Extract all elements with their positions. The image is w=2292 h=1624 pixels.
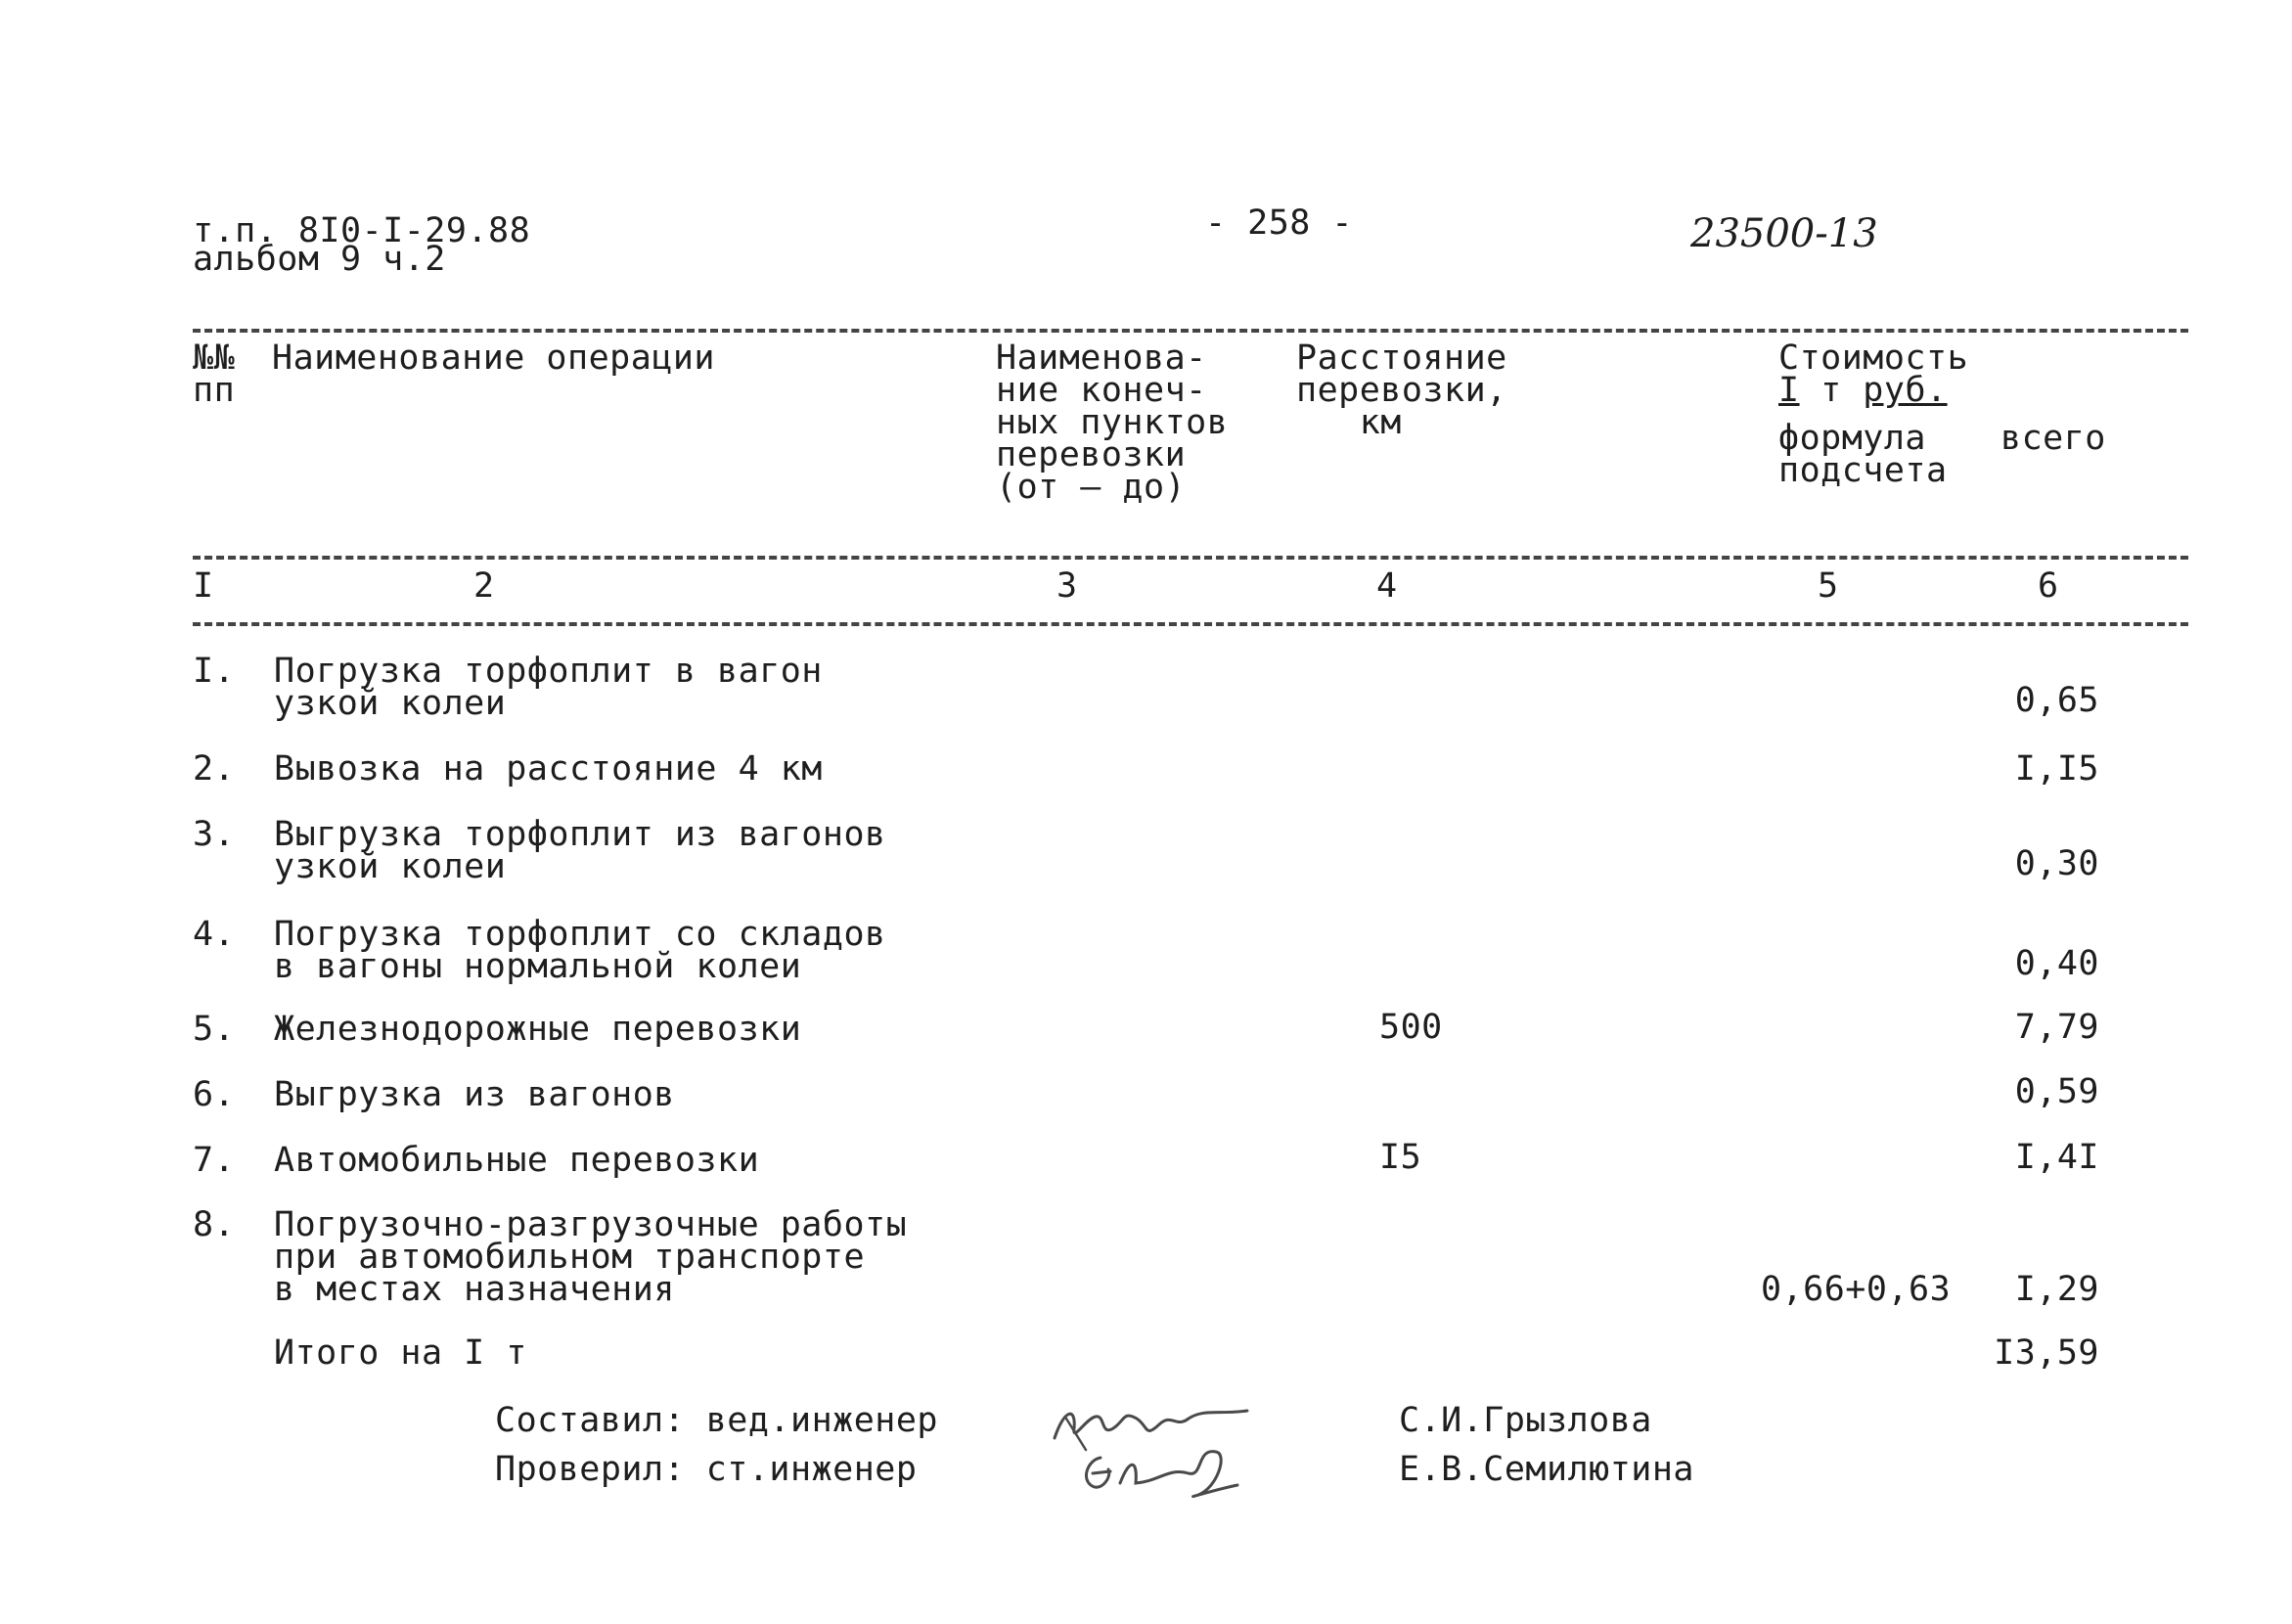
row-4-number: 4. <box>193 915 236 954</box>
row-6-total: 0,59 <box>2014 1072 2099 1111</box>
page-number: - 258 - <box>1205 203 1354 243</box>
registration-number: 23500-13 <box>1690 211 1878 256</box>
col-number-1: I <box>193 566 214 606</box>
row-5-distance: 500 <box>1379 1008 1443 1047</box>
row-8-name: Погрузочно-разгрузочные работы при автомобильном транспорте в местах назначения <box>274 1205 908 1309</box>
row-7-distance: I5 <box>1379 1138 1422 1177</box>
table-head-rule <box>193 556 2188 560</box>
head-num: №№ пп <box>193 338 236 410</box>
doc-code <box>193 211 531 279</box>
signature-checker <box>1071 1438 1247 1507</box>
doc-code-line2: альбом 9 ч.2 <box>193 240 446 279</box>
row-3-total: 0,30 <box>2014 844 2099 883</box>
head-cost-unit-prefix: I <box>1778 371 1800 410</box>
compiled-by-name: С.И.Грызлова <box>1399 1401 1652 1440</box>
col-number-6: 6 <box>2038 566 2059 606</box>
row-8-number: 8. <box>193 1205 236 1244</box>
head-cost-title: Стоимость <box>1778 338 1969 378</box>
compiled-by-label: Составил: вед.инженер <box>495 1401 939 1440</box>
row-2-name: Вывозка на расстояние 4 км <box>274 749 823 789</box>
col-number-2: 2 <box>473 566 495 606</box>
table-top-rule <box>193 329 2188 333</box>
row-8-formula: 0,66+0,63 <box>1761 1270 1952 1309</box>
head-distance: Расстояние перевозки, км <box>1296 338 1507 442</box>
row-2-total: I,I5 <box>2014 749 2099 789</box>
row-2-number: 2. <box>193 749 236 789</box>
row-1-number: I. <box>193 652 236 691</box>
row-7-total: I,4I <box>2014 1138 2099 1177</box>
row-4-total: 0,40 <box>2014 944 2099 983</box>
head-formula: формула подсчета <box>1778 419 1948 490</box>
row-3-name: Выгрузка торфоплит из вагонов узкой колеи <box>274 815 886 886</box>
checked-by-name: Е.В.Семилютина <box>1399 1450 1695 1489</box>
col-number-3: 3 <box>1056 566 1078 606</box>
doc-code-line1: т.п. 8I0-I-29.88 <box>193 211 531 250</box>
head-cost-unit <box>1778 371 1968 410</box>
col-number-4: 4 <box>1376 566 1398 606</box>
row-7-number: 7. <box>193 1141 236 1180</box>
row-1-total: 0,65 <box>2014 681 2099 720</box>
row-7-name: Автомобильные перевозки <box>274 1141 760 1180</box>
row-5-number: 5. <box>193 1010 236 1049</box>
head-operation-name: Наименование операции <box>272 338 716 378</box>
row-8-total: I,29 <box>2014 1270 2099 1309</box>
head-transport-points: Наименова- ние конеч- ных пунктов перевозки (от – до) <box>996 338 1229 507</box>
row-6-number: 6. <box>193 1075 236 1114</box>
summary-total: I3,59 <box>1994 1333 2099 1373</box>
head-cost-unit-rub: руб. <box>1863 371 1948 410</box>
head-cost <box>1778 338 1969 410</box>
row-6-name: Выгрузка из вагонов <box>274 1075 675 1114</box>
head-total: всего <box>2000 419 2106 458</box>
row-1-name: Погрузка торфоплит в вагон узкой колеи <box>274 652 823 723</box>
row-5-total: 7,79 <box>2014 1008 2099 1047</box>
head-cost-unit-mid: т <box>1799 371 1864 410</box>
summary-label: Итого на I т <box>274 1333 527 1373</box>
row-5-name: Железнодорожные перевозки <box>274 1010 802 1049</box>
row-3-number: 3. <box>193 815 236 854</box>
col-number-5: 5 <box>1818 566 1839 606</box>
row-4-name: Погрузка торфоплит со складов в вагоны нормальной колеи <box>274 915 886 986</box>
checked-by-label: Проверил: ст.инженер <box>495 1450 918 1489</box>
table-colnum-rule <box>193 622 2188 626</box>
